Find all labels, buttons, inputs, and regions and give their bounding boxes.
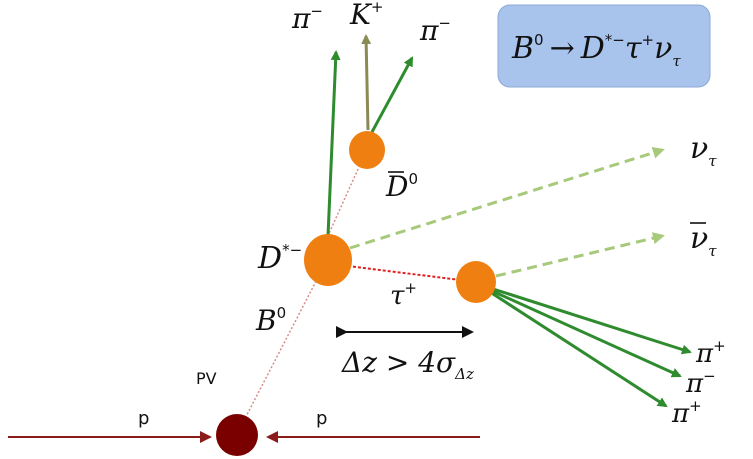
pi-minus-top-left-label: π− (292, 2, 323, 35)
dstar-vertex (304, 234, 352, 286)
pv-vertex (216, 414, 258, 456)
nu-tau-label: $\nu_\tau$ (690, 131, 717, 170)
d0-bar-label: $D^0$ (386, 170, 418, 203)
k-plus-label: K+ (350, 0, 384, 31)
pi-minus-top-right-label: π− (420, 14, 451, 47)
pi-minus-low-label: π− (686, 367, 716, 399)
nu-tau-bar-label: $\nu_\tau$ (690, 221, 717, 260)
kaon-track (366, 36, 368, 130)
pi-plus-1-label: π+ (696, 337, 726, 369)
d0-vertex (349, 131, 385, 169)
delta-z-label: $\Delta z > 4\sigma_{\Delta z}$ (342, 346, 474, 383)
antineutrino-track-tau (496, 236, 662, 276)
tau-vertex (456, 261, 496, 303)
pion-track-dstar (328, 52, 336, 236)
tau-flight-line (348, 266, 460, 280)
p-left-label: p (138, 408, 150, 429)
d-star-label: D*− (258, 241, 303, 276)
tau-pion-track-1 (490, 288, 690, 352)
pion-track-d0 (372, 58, 412, 132)
formula-text: $B^0 \to D^{*-}\tau^+\nu_\tau$ (512, 31, 681, 70)
b0-label: $B^0$ (256, 304, 287, 337)
p-right-label: p (316, 408, 328, 429)
tau-plus-label: τ+ (390, 279, 417, 311)
b0-flight-line (238, 262, 326, 432)
tau-pion-track-2 (490, 290, 680, 376)
pv-label: PV (196, 369, 217, 388)
pi-plus-2-label: π+ (672, 397, 702, 429)
tau-pion-track-3 (490, 292, 666, 406)
